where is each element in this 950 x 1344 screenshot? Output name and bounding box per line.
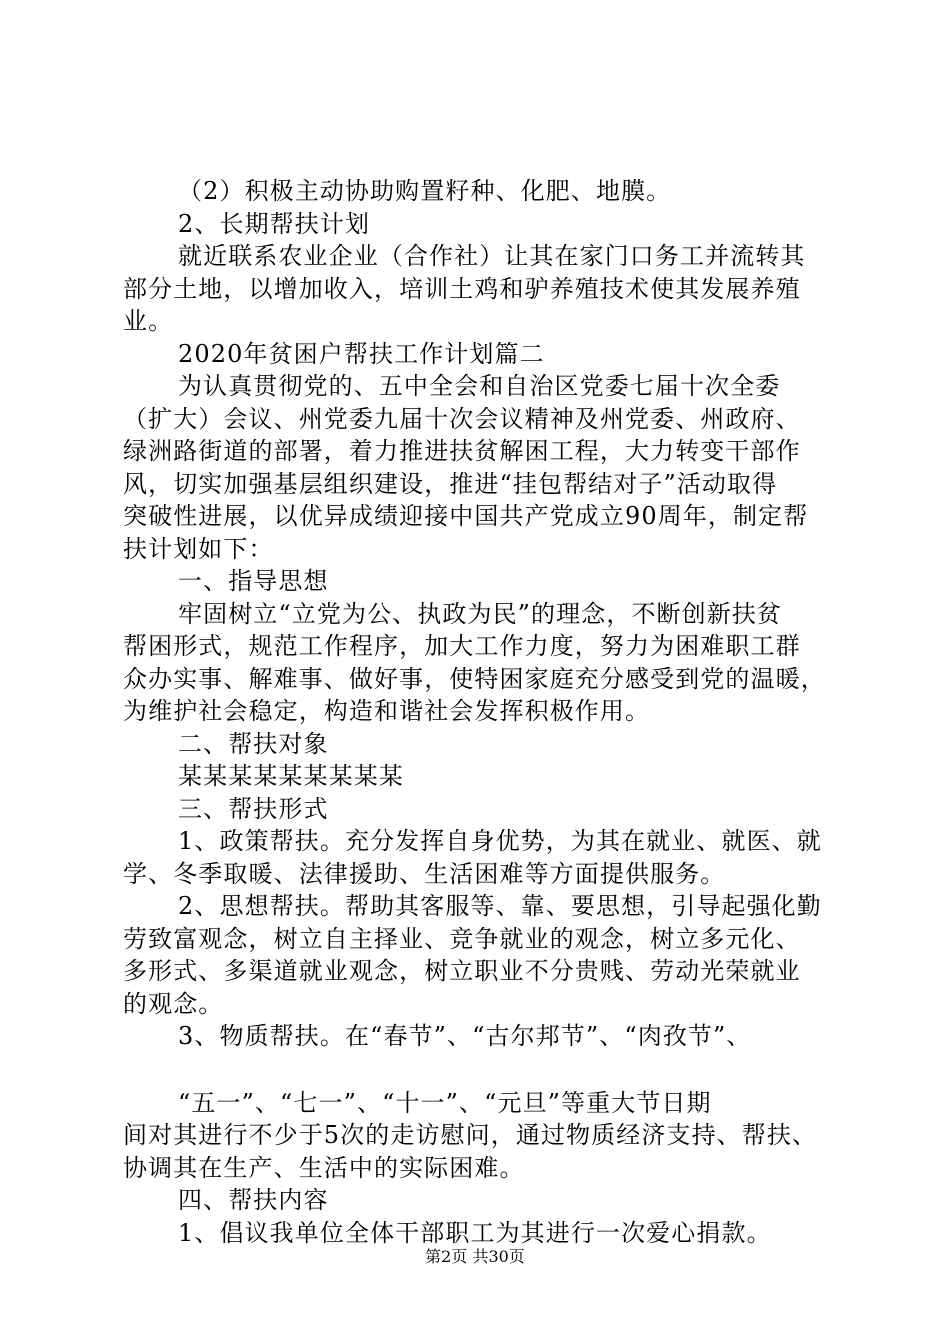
paragraph-line: 1、政策帮扶。充分发挥自身优势，为其在就业、就医、就: [178, 827, 822, 855]
paragraph-line: 为维护社会稳定，构造和谐社会发挥积极作用。: [123, 697, 651, 725]
paragraph-line: 3、物质帮扶。在“春节”、“古尔邦节”、“肉孜节”、: [178, 1022, 752, 1050]
section-heading: 二、帮扶对象: [178, 729, 329, 758]
paragraph-line: 1、倡议我单位全体干部职工为其进行一次爱心捐款。: [178, 1218, 772, 1247]
paragraph-line: 为认真贯彻党的、五中全会和自治区党委七届十次全委: [178, 372, 781, 400]
paragraph-line: 风，切实加强基层组织建设，推进“挂包帮结对子”活动取得: [123, 469, 778, 498]
paragraph-line: 学、冬季取暖、法律援助、生活困难等方面提供服务。: [123, 859, 726, 888]
section-heading: 四、帮扶内容: [178, 1186, 329, 1214]
paragraph-line: （2）积极主动协助购置籽种、化肥、地膜。: [178, 177, 672, 205]
paragraph-line: 协调其在生产、生活中的实际困难。: [123, 1153, 525, 1182]
document-body: [123, 175, 835, 1249]
article-title: 2020年贫困户帮扶工作计划篇二: [178, 339, 545, 368]
paragraph-line: 多形式、多渠道就业观念，树立职业不分贵贱、劳动光荣就业: [123, 957, 801, 985]
paragraph-line: 2、思想帮扶。帮助其客服等、靠、要思想，引导起强化勤: [178, 892, 822, 920]
paragraph-line: 扶计划如下：: [123, 534, 274, 563]
paragraph-line: 劳致富观念，树立自主择业、竞争就业的观念，树立多元化、: [123, 924, 801, 953]
paragraph-line: 业。: [123, 307, 174, 335]
paragraph-line: 就近联系农业企业（合作社）让其在家门口务工并流转其: [178, 242, 806, 270]
paragraph-line: 牢固树立“立党为公、执政为民”的理念，不断创新扶贫: [178, 599, 783, 628]
paragraph-line: 绿洲路街道的部署，着力推进扶贫解困工程，大力转变干部作: [123, 437, 801, 465]
paragraph-line: （扩大）会议、州党委九届十次会议精神及州党委、州政府、: [123, 404, 801, 433]
paragraph-line: “五一”、“七一”、“十一”、“元旦”等重大节日期: [178, 1088, 712, 1117]
section-heading: 一、指导思想: [178, 567, 329, 595]
page-number: 第2页 共30页: [425, 1247, 525, 1266]
paragraph-line: 众办实事、解难事、做好事，使特困家庭充分感受到党的温暖，: [123, 664, 826, 693]
blank-gap: [123, 1053, 835, 1087]
paragraph-line: 突破性进展，以优异成绩迎接中国共产党成立90周年，制定帮: [123, 502, 809, 530]
paragraph-line: 某某某某某某某某某: [178, 762, 404, 790]
paragraph-line: 帮困形式，规范工作程序，加大工作力度，努力为困难职工群: [123, 632, 801, 660]
paragraph-line: 部分土地，以增加收入，培训土鸡和驴养殖技术使其发展养殖: [123, 274, 801, 303]
paragraph-line: 的观念。: [123, 989, 224, 1018]
section-heading: 2、长期帮扶计划: [178, 209, 371, 238]
section-heading: 三、帮扶形式: [178, 794, 329, 823]
paragraph-line: 间对其进行不少于5次的走访慰问，通过物质经济支持、帮扶、: [123, 1121, 818, 1149]
